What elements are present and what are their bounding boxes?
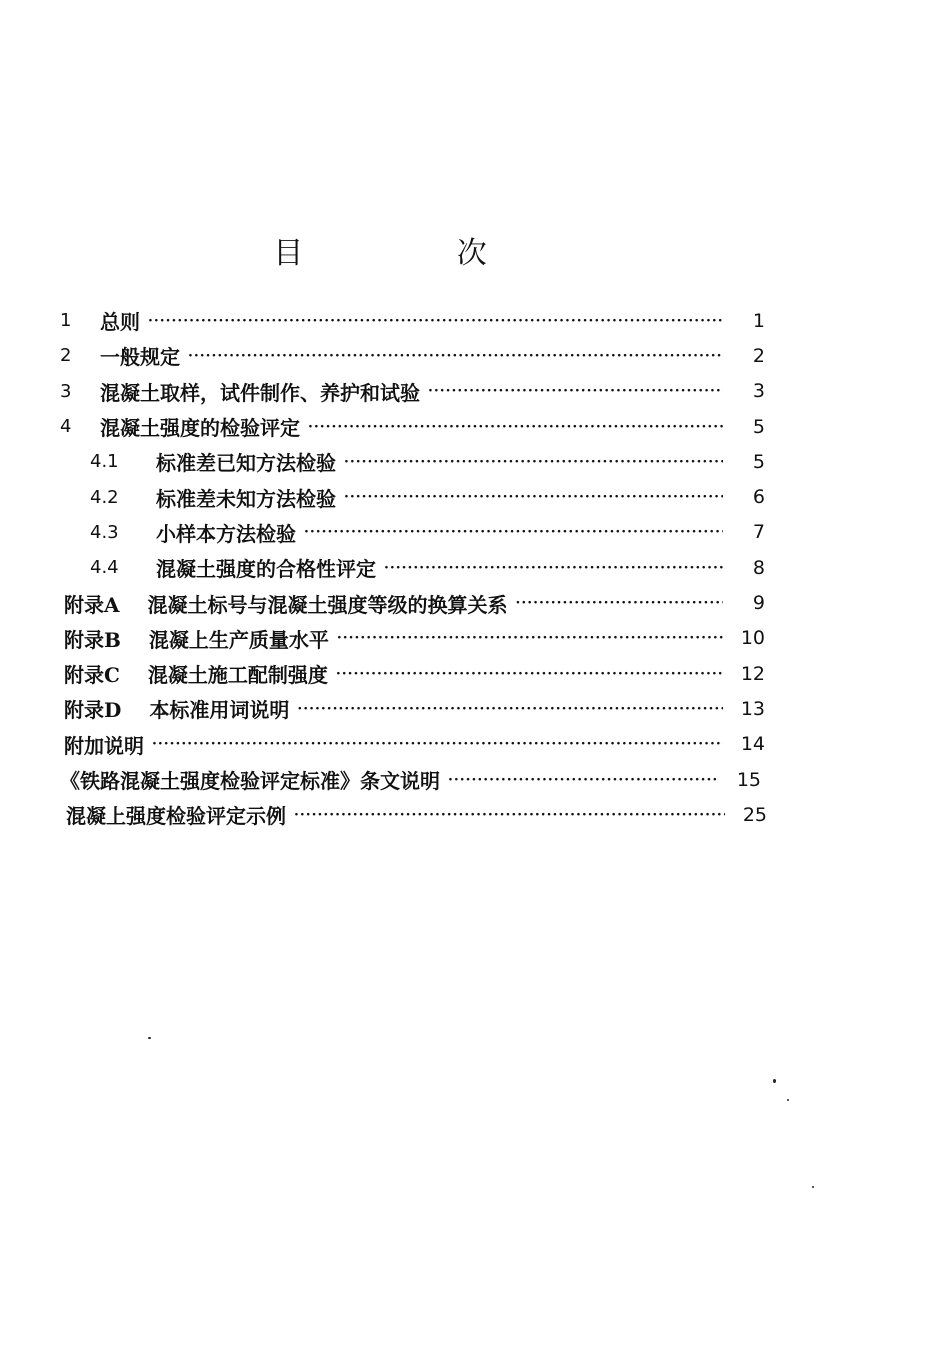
toc-entry-number: 4.3 — [90, 521, 119, 543]
toc-appendix-entry[interactable] — [0, 585, 765, 620]
dot-leader — [188, 346, 723, 366]
dot-leader — [344, 452, 723, 472]
toc-entry-page: 10 — [740, 627, 765, 650]
dot-leader — [428, 381, 723, 401]
toc-subentry[interactable] — [0, 550, 765, 585]
scan-speck — [787, 1099, 789, 1101]
toc-entry-page: 3 — [752, 380, 765, 403]
dot-leader — [294, 805, 725, 825]
toc-entry-number: 3 — [60, 380, 72, 402]
dot-leader — [384, 558, 723, 578]
scan-speck — [148, 1037, 151, 1039]
dot-leader — [304, 522, 723, 542]
page-title: 目 次 — [273, 236, 559, 271]
toc-entry-page: 1 — [752, 309, 765, 332]
toc-entry-page: 5 — [752, 415, 765, 438]
toc-entry-number: 1 — [60, 310, 72, 332]
toc-entry-label: 总则 — [100, 310, 140, 335]
dot-leader — [308, 417, 723, 437]
toc-entry[interactable] — [0, 409, 765, 444]
toc-entry-page: 7 — [752, 521, 765, 544]
table-of-contents — [0, 303, 950, 832]
toc-entry-page: 6 — [752, 486, 765, 509]
toc-entry-label: 本标准用词说明 — [149, 698, 290, 723]
dot-leader — [297, 699, 723, 719]
toc-entry-label: 《铁路混凝土强度检验评定标准》条文说明 — [60, 769, 440, 793]
toc-entry-page: 13 — [740, 697, 765, 720]
toc-entry-number: 附录D — [64, 698, 122, 723]
toc-entry-page: 14 — [740, 733, 765, 756]
toc-subentry[interactable] — [0, 444, 765, 479]
toc-entry-page: 9 — [752, 592, 765, 615]
toc-entry[interactable] — [0, 727, 765, 762]
toc-entry-page: 25 — [742, 803, 767, 826]
dot-leader — [337, 628, 723, 648]
toc-entry-label: 小样本方法检验 — [156, 521, 296, 546]
toc-entry-page: 2 — [752, 344, 765, 367]
toc-entry-label: 混凝土强度的合格性评定 — [156, 557, 376, 582]
toc-entry[interactable] — [0, 338, 765, 373]
dot-leader — [516, 593, 723, 613]
toc-entry[interactable] — [0, 762, 761, 797]
toc-entry-number: 附录B — [64, 627, 121, 652]
toc-entry[interactable] — [0, 797, 767, 832]
dot-leader — [148, 311, 723, 331]
toc-entry-number: 4.4 — [90, 557, 119, 579]
toc-entry[interactable] — [0, 374, 765, 409]
toc-entry-label: 混凝上生产质量水平 — [148, 627, 329, 652]
toc-entry-number: 附录A — [64, 592, 120, 617]
toc-appendix-entry[interactable] — [0, 656, 765, 691]
scan-speck — [773, 1079, 776, 1083]
toc-entry-label: 标准差已知方法检验 — [156, 451, 336, 476]
toc-entry-label: 混凝土强度的检验评定 — [100, 416, 300, 441]
dot-leader — [344, 487, 723, 507]
dot-leader — [448, 770, 719, 790]
toc-subentry[interactable] — [0, 515, 765, 550]
toc-entry-number: 附录C — [64, 663, 120, 688]
dot-leader — [152, 734, 723, 754]
toc-entry-label: 混凝土取样，试件制作、养护和试验 — [100, 380, 420, 405]
toc-entry-label: 混凝土标号与混凝土强度等级的换算关系 — [147, 592, 508, 617]
toc-entry-page: 15 — [736, 768, 761, 791]
toc-entry-label: 附加说明 — [64, 733, 144, 758]
scan-speck — [812, 1186, 814, 1188]
toc-appendix-entry[interactable] — [0, 691, 765, 726]
toc-entry-page: 8 — [752, 556, 765, 579]
toc-entry-number: 4.2 — [90, 486, 119, 508]
dot-leader — [336, 664, 723, 684]
toc-entry-page: 5 — [752, 450, 765, 473]
toc-appendix-entry[interactable] — [0, 621, 765, 656]
toc-entry-label: 混凝上强度检验评定示例 — [66, 804, 286, 829]
toc-entry-label: 混凝土施工配制强度 — [147, 663, 328, 688]
toc-entry[interactable] — [0, 303, 765, 338]
toc-entry-label: 标准差未知方法检验 — [156, 486, 336, 511]
toc-entry-label: 一般规定 — [100, 345, 180, 370]
toc-entry-number: 4.1 — [90, 451, 119, 473]
toc-subentry[interactable] — [0, 479, 765, 514]
toc-entry-page: 12 — [740, 662, 765, 685]
toc-entry-number: 2 — [60, 345, 72, 367]
toc-entry-number: 4 — [60, 416, 72, 438]
